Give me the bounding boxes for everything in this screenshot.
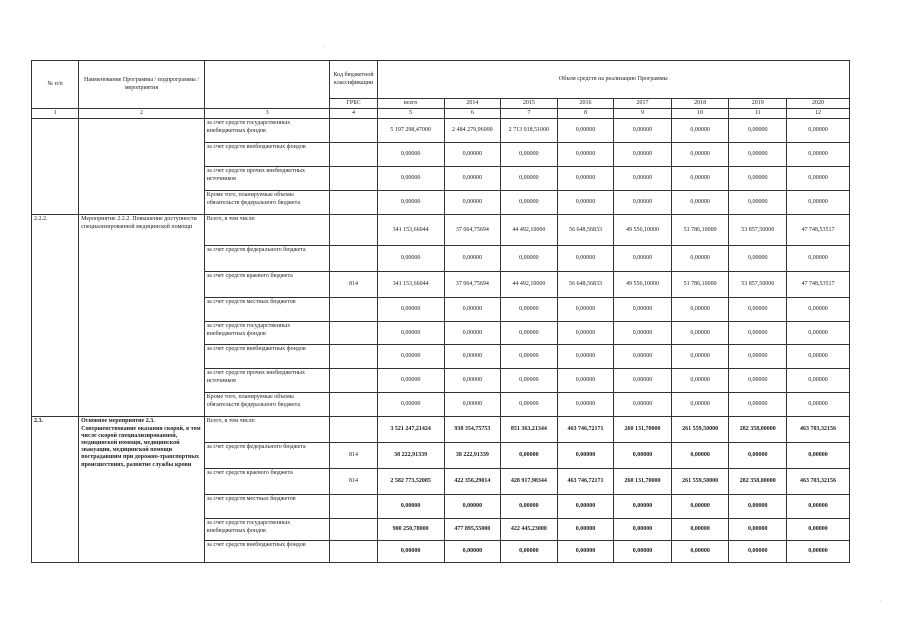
year-value: 422 445,23000 <box>501 519 558 541</box>
grbs-code <box>330 519 377 541</box>
year-value: 0,00000 <box>501 495 558 519</box>
grbs-code <box>330 191 377 215</box>
grbs-code <box>330 143 377 167</box>
colnum: 2 <box>79 109 205 119</box>
year-value: 0,00000 <box>444 246 501 272</box>
year-value: 282 358,00000 <box>729 469 787 495</box>
year-value: 0,00000 <box>501 191 558 215</box>
year-value: 2 713 018,51000 <box>501 119 558 143</box>
year-value: 0,00000 <box>614 369 672 393</box>
grbs-code <box>330 322 377 345</box>
year-value: 0,00000 <box>557 369 614 393</box>
year-value: 0,00000 <box>787 345 850 369</box>
header-row <box>32 61 850 99</box>
year-value: 0,00000 <box>501 322 558 345</box>
year-value: 47 748,53517 <box>787 215 850 246</box>
total-value: 2 582 773,52085 <box>377 469 444 495</box>
colnum: 8 <box>557 109 614 119</box>
year-value: 0,00000 <box>787 298 850 322</box>
grbs-code <box>330 215 377 246</box>
item-number: 2.2.2. <box>32 215 79 417</box>
year-value: 0,00000 <box>614 345 672 369</box>
year-value: 0,00000 <box>671 143 729 167</box>
year-value: 0,00000 <box>787 191 850 215</box>
year-value: 0,00000 <box>787 393 850 417</box>
year-value: 0,00000 <box>557 541 614 563</box>
scan-mark: ' <box>323 46 324 51</box>
year-value: 0,00000 <box>729 519 787 541</box>
year-value: 0,00000 <box>729 298 787 322</box>
total-value: 0,00000 <box>377 393 444 417</box>
colnum: 10 <box>671 109 729 119</box>
year-value: 0,00000 <box>729 322 787 345</box>
year-value: 0,00000 <box>501 541 558 563</box>
header-year: 2018 <box>671 99 729 109</box>
year-value: 0,00000 <box>729 345 787 369</box>
year-value: 0,00000 <box>671 443 729 469</box>
grbs-code: 814 <box>330 272 377 298</box>
year-value: 0,00000 <box>557 519 614 541</box>
year-value: 0,00000 <box>557 298 614 322</box>
grbs-code <box>330 298 377 322</box>
total-value: 0,00000 <box>377 495 444 519</box>
colnum: 6 <box>444 109 501 119</box>
year-value: 44 492,10000 <box>501 215 558 246</box>
grbs-code <box>330 393 377 417</box>
header-year: 2020 <box>787 99 850 109</box>
grbs-code <box>330 495 377 519</box>
year-value: 0,00000 <box>614 119 672 143</box>
year-value: 0,00000 <box>614 519 672 541</box>
year-value: 0,00000 <box>444 369 501 393</box>
year-value: 53 857,50000 <box>729 215 787 246</box>
year-value: 938 354,75753 <box>444 417 501 443</box>
year-value: 0,00000 <box>614 393 672 417</box>
total-value: 3 521 247,21424 <box>377 417 444 443</box>
year-value: 851 363,21344 <box>501 417 558 443</box>
year-value: 0,00000 <box>444 298 501 322</box>
year-value: 0,00000 <box>614 495 672 519</box>
year-value: 56 648,56833 <box>557 215 614 246</box>
year-value: 0,00000 <box>557 495 614 519</box>
year-value: 0,00000 <box>614 443 672 469</box>
header-year: 2015 <box>501 99 558 109</box>
colnum: 12 <box>787 109 850 119</box>
year-value: 261 559,50000 <box>671 469 729 495</box>
grbs-code: 814 <box>330 443 377 469</box>
colnum: 9 <box>614 109 672 119</box>
header-year: 2017 <box>614 99 672 109</box>
year-value: 422 356,29014 <box>444 469 501 495</box>
year-value: 0,00000 <box>501 246 558 272</box>
funding-source: за счет средств краевого бюджета <box>204 469 330 495</box>
grbs-code <box>330 541 377 563</box>
year-value: 47 748,53517 <box>787 272 850 298</box>
year-value: 0,00000 <box>557 246 614 272</box>
total-value: 341 153,66044 <box>377 272 444 298</box>
year-value: 0,00000 <box>671 393 729 417</box>
header-year: 2014 <box>444 99 501 109</box>
year-value: 260 131,70000 <box>614 469 672 495</box>
year-value: 0,00000 <box>671 495 729 519</box>
total-value: 0,00000 <box>377 345 444 369</box>
year-value: 0,00000 <box>444 143 501 167</box>
grbs-code <box>330 417 377 443</box>
total-value: 5 197 298,47000 <box>377 119 444 143</box>
year-value: 0,00000 <box>671 298 729 322</box>
year-value: 0,00000 <box>729 443 787 469</box>
item-number <box>32 119 79 215</box>
header-kbk: Код бюджетной классификации <box>330 61 377 99</box>
year-value: 0,00000 <box>444 345 501 369</box>
year-value: 0,00000 <box>501 298 558 322</box>
year-value: 0,00000 <box>444 167 501 191</box>
year-value: 0,00000 <box>787 143 850 167</box>
column-number-row <box>32 109 850 119</box>
funding-source: за счет средств прочих внебюджетных источников <box>204 167 330 191</box>
year-value: 0,00000 <box>501 167 558 191</box>
table-row <box>32 417 850 443</box>
year-value: 0,00000 <box>671 167 729 191</box>
funding-source: за счет средств внебюджетных фондов <box>204 143 330 167</box>
year-value: 37 064,75694 <box>444 272 501 298</box>
total-value: 0,00000 <box>377 298 444 322</box>
year-value: 463 703,32156 <box>787 469 850 495</box>
funding-source: за счет средств федерального бюджета <box>204 443 330 469</box>
header-total: всего <box>377 99 444 109</box>
header-volume: Объем средств на реализацию Программы <box>377 61 849 99</box>
colnum: 11 <box>729 109 787 119</box>
year-value: 0,00000 <box>671 345 729 369</box>
total-value: 900 250,78000 <box>377 519 444 541</box>
year-value: 0,00000 <box>444 495 501 519</box>
year-value: 0,00000 <box>557 322 614 345</box>
year-value: 0,00000 <box>501 143 558 167</box>
funding-source: за счет средств краевого бюджета <box>204 272 330 298</box>
year-value: 0,00000 <box>614 191 672 215</box>
year-value: 0,00000 <box>614 322 672 345</box>
table-row <box>32 119 850 143</box>
year-value: 0,00000 <box>729 541 787 563</box>
year-value: 49 556,10000 <box>614 272 672 298</box>
year-value: 0,00000 <box>557 443 614 469</box>
funding-source: за счет средств государственных внебюджетных фондов <box>204 119 330 143</box>
year-value: 0,00000 <box>671 191 729 215</box>
total-value: 0,00000 <box>377 143 444 167</box>
year-value: 463 746,72171 <box>557 417 614 443</box>
year-value: 0,00000 <box>787 246 850 272</box>
item-number: 2.3. <box>32 417 79 563</box>
year-value: 0,00000 <box>501 443 558 469</box>
year-value: 0,00000 <box>729 393 787 417</box>
funding-source: за счет средств государственных внебюджетных фондов <box>204 519 330 541</box>
funding-source: за счет средств государственных внебюджетных фондов <box>204 322 330 345</box>
total-value: 0,00000 <box>377 322 444 345</box>
header-year: 2019 <box>729 99 787 109</box>
header-grbs: ГРБС <box>330 99 377 109</box>
year-value: 0,00000 <box>729 246 787 272</box>
year-value: 0,00000 <box>671 519 729 541</box>
year-value: 0,00000 <box>557 119 614 143</box>
year-value: 53 857,50000 <box>729 272 787 298</box>
year-value: 0,00000 <box>557 143 614 167</box>
item-name: Основное мероприятие 2.3. Совершенствование оказания скорой, в том числе скорой специализированной, медицинской помощи, медицинской эвакуации, медицинской помощи пострадавшим при дорожно-транспортных происшествиях, развитие службы крови <box>79 417 205 563</box>
colnum: 5 <box>377 109 444 119</box>
funding-source: за счет средств местных бюджетов <box>204 298 330 322</box>
total-value: 0,00000 <box>377 246 444 272</box>
year-value: 0,00000 <box>787 495 850 519</box>
colnum: 7 <box>501 109 558 119</box>
year-value: 44 492,10000 <box>501 272 558 298</box>
year-value: 49 556,10000 <box>614 215 672 246</box>
funding-source: Кроме того, планируемые объемы обязательств федерального бюджета <box>204 191 330 215</box>
colnum: 3 <box>204 109 330 119</box>
funding-source: за счет средств прочих внебюджетных источников <box>204 369 330 393</box>
year-value: 0,00000 <box>614 298 672 322</box>
year-value: 0,00000 <box>671 246 729 272</box>
year-value: 0,00000 <box>557 393 614 417</box>
colnum: 4 <box>330 109 377 119</box>
year-value: 0,00000 <box>501 369 558 393</box>
total-value: 38 222,91339 <box>377 443 444 469</box>
year-value: 0,00000 <box>557 167 614 191</box>
year-value: 0,00000 <box>444 541 501 563</box>
year-value: 0,00000 <box>729 495 787 519</box>
year-value: 51 786,10000 <box>671 272 729 298</box>
grbs-code <box>330 246 377 272</box>
year-value: 0,00000 <box>787 369 850 393</box>
total-value: 0,00000 <box>377 167 444 191</box>
year-value: 37 064,75694 <box>444 215 501 246</box>
year-value: 2 484 279,96000 <box>444 119 501 143</box>
year-value: 0,00000 <box>614 167 672 191</box>
year-value: 0,00000 <box>729 191 787 215</box>
year-value: 428 917,98344 <box>501 469 558 495</box>
grbs-code <box>330 167 377 191</box>
year-value: 477 895,55000 <box>444 519 501 541</box>
scan-mark: . <box>880 598 882 603</box>
year-value: 0,00000 <box>444 191 501 215</box>
year-value: 282 358,00000 <box>729 417 787 443</box>
funding-source: за счет средств федерального бюджета <box>204 246 330 272</box>
year-value: 0,00000 <box>614 541 672 563</box>
year-value: 56 648,56833 <box>557 272 614 298</box>
funding-source: Кроме того, планируемые объемы обязательств федерального бюджета <box>204 393 330 417</box>
header-name: Наименование Программы / подпрограммы / мероприятия <box>79 61 205 109</box>
grbs-code <box>330 119 377 143</box>
year-value: 0,00000 <box>444 322 501 345</box>
year-value: 0,00000 <box>501 345 558 369</box>
year-value: 0,00000 <box>787 443 850 469</box>
funding-source: за счет средств внебюджетных фондов <box>204 345 330 369</box>
year-value: 51 786,10000 <box>671 215 729 246</box>
year-value: 0,00000 <box>787 519 850 541</box>
year-value: 0,00000 <box>671 322 729 345</box>
year-value: 0,00000 <box>614 143 672 167</box>
total-value: 0,00000 <box>377 541 444 563</box>
year-value: 0,00000 <box>787 322 850 345</box>
grbs-code <box>330 345 377 369</box>
year-value: 0,00000 <box>501 393 558 417</box>
year-value: 260 131,70000 <box>614 417 672 443</box>
year-value: 0,00000 <box>444 393 501 417</box>
year-value: 0,00000 <box>614 246 672 272</box>
year-value: 0,00000 <box>557 345 614 369</box>
table-row <box>32 215 850 246</box>
year-value: 0,00000 <box>557 191 614 215</box>
year-value: 0,00000 <box>671 119 729 143</box>
funding-source: за счет средств внебюджетных фондов <box>204 541 330 563</box>
year-value: 38 222,91339 <box>444 443 501 469</box>
year-value: 0,00000 <box>671 369 729 393</box>
year-value: 0,00000 <box>787 119 850 143</box>
colnum: 1 <box>32 109 79 119</box>
year-value: 0,00000 <box>671 541 729 563</box>
year-value: 0,00000 <box>729 143 787 167</box>
total-value: 0,00000 <box>377 191 444 215</box>
year-value: 0,00000 <box>787 167 850 191</box>
item-name <box>79 119 205 215</box>
funding-source: Всего, в том числе: <box>204 417 330 443</box>
year-value: 463 746,72171 <box>557 469 614 495</box>
year-value: 463 703,32156 <box>787 417 850 443</box>
grbs-code: 814 <box>330 469 377 495</box>
funding-source: Всего, в том числе: <box>204 215 330 246</box>
year-value: 0,00000 <box>729 119 787 143</box>
header-year: 2016 <box>557 99 614 109</box>
table-body <box>32 61 850 563</box>
year-value: 0,00000 <box>729 369 787 393</box>
year-value: 0,00000 <box>729 167 787 191</box>
header-num: № п/п <box>32 61 79 109</box>
item-name: Мероприятие 2.2.2. Повышение доступности специализированной медицинской помощи <box>79 215 205 417</box>
total-value: 0,00000 <box>377 369 444 393</box>
total-value: 341 153,66044 <box>377 215 444 246</box>
year-value: 261 559,50000 <box>671 417 729 443</box>
grbs-code <box>330 369 377 393</box>
funding-source: за счет средств местных бюджетов <box>204 495 330 519</box>
budget-table <box>31 60 850 563</box>
year-value: 0,00000 <box>787 541 850 563</box>
header-source <box>204 61 330 109</box>
